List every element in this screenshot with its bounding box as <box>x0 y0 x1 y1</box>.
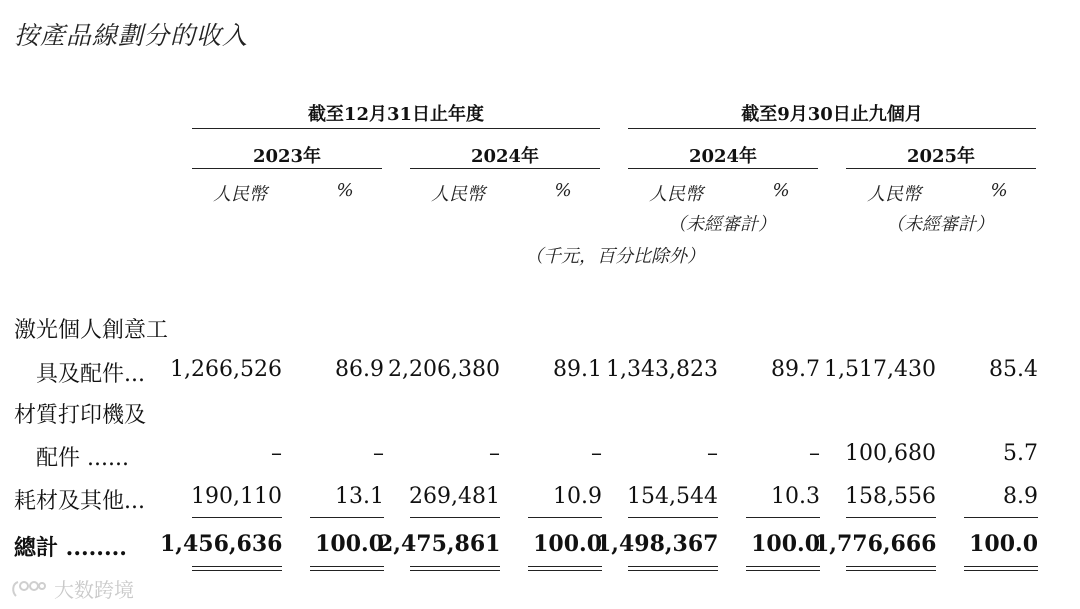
header-year-2024-nine-months-rule <box>628 168 818 169</box>
watermark-logo-icon <box>10 576 50 602</box>
cell-total-2025-pct: 100.0 <box>969 531 1038 557</box>
subheader-unaudited-2025: （未經審計） <box>886 214 994 235</box>
watermark-text: 大数跨境 <box>54 578 134 602</box>
cell-total-2023-rmb: 1,456,636 <box>160 531 283 557</box>
subheader-currency-2023: 人民幣 <box>213 184 267 205</box>
cell-material-2024-rmb: – <box>489 441 500 466</box>
header-year-2024-rule <box>410 168 600 169</box>
page-title: 按產品線劃分的收入 <box>14 21 249 50</box>
cell-laser-2025-rmb: 1,517,430 <box>824 357 936 382</box>
row-label-laser-line2: 具及配件... <box>14 362 145 387</box>
cell-total-2024-pct: 100.0 <box>533 531 602 557</box>
watermark <box>10 574 134 603</box>
subheader-percent-2025: % <box>990 180 1008 201</box>
subheader-unaudited-2024: （未經審計） <box>668 214 776 235</box>
cell-total-2023-pct: 100.0 <box>315 531 384 557</box>
cell-consumables-2024-9m-pct: 10.3 <box>771 484 820 509</box>
row-label-material-line2: 配件 ...... <box>14 446 129 471</box>
total-double-rule-2024-rmb <box>410 566 500 571</box>
header-group-nine-months: 截至9月30日止九個月 <box>741 104 923 125</box>
header-year-2023: 2023年 <box>252 146 322 167</box>
cell-consumables-2025-pct: 8.9 <box>1003 484 1038 509</box>
subtotal-rule-2025-rmb <box>846 517 936 518</box>
total-double-rule-2023-pct <box>310 566 384 571</box>
total-double-rule-2024-9m-pct <box>746 566 820 571</box>
cell-material-2023-pct: – <box>373 441 384 466</box>
header-year-2024-nine-months: 2024年 <box>688 146 758 167</box>
row-label-total: 總計 ........ <box>14 535 127 561</box>
subtotal-rule-2023-rmb <box>192 517 282 518</box>
subtotal-rule-2023-pct <box>310 517 384 518</box>
cell-laser-2024-pct: 89.1 <box>553 357 602 382</box>
cell-laser-2023-pct: 86.9 <box>335 357 384 382</box>
header-group-nine-months-rule <box>628 128 1036 129</box>
header-year-2024: 2024年 <box>470 146 540 167</box>
total-double-rule-2023-rmb <box>192 566 282 571</box>
cell-laser-2025-pct: 85.4 <box>989 357 1038 382</box>
cell-consumables-2025-rmb: 158,556 <box>845 484 936 509</box>
header-group-year-rule <box>192 128 600 129</box>
total-double-rule-2025-pct <box>964 566 1038 571</box>
subtotal-rule-2024-pct <box>528 517 602 518</box>
subtotal-rule-2025-pct <box>964 517 1038 518</box>
row-label-consumables: 耗材及其他... <box>14 489 145 514</box>
subheader-percent-2023: % <box>336 180 354 201</box>
subtotal-rule-2024-rmb <box>410 517 500 518</box>
cell-total-2024-rmb: 2,475,861 <box>378 531 501 557</box>
cell-laser-2023-rmb: 1,266,526 <box>170 357 282 382</box>
cell-material-2024-pct: – <box>591 441 602 466</box>
header-year-2023-rule <box>192 168 382 169</box>
subheader-percent-2024-nine-months: % <box>772 180 790 201</box>
cell-material-2024-9m-pct: – <box>809 441 820 466</box>
cell-material-2025-pct: 5.7 <box>1003 441 1038 466</box>
cell-total-2024-9m-rmb: 1,498,367 <box>596 531 719 557</box>
row-label-material-line1: 材質打印機及 <box>14 403 147 428</box>
cell-consumables-2024-9m-rmb: 154,544 <box>627 484 718 509</box>
total-double-rule-2024-pct <box>528 566 602 571</box>
subtotal-rule-2024-9m-rmb <box>628 517 718 518</box>
total-double-rule-2025-rmb <box>846 566 936 571</box>
cell-material-2023-rmb: – <box>271 441 282 466</box>
cell-total-2025-rmb: 1,776,666 <box>814 531 937 557</box>
subtotal-rule-2024-9m-pct <box>746 517 820 518</box>
cell-laser-2024-rmb: 2,206,380 <box>388 357 500 382</box>
total-double-rule-2024-9m-rmb <box>628 566 718 571</box>
cell-material-2025-rmb: 100,680 <box>845 441 936 466</box>
cell-material-2024-9m-rmb: – <box>707 441 718 466</box>
cell-consumables-2023-rmb: 190,110 <box>191 484 282 509</box>
subheader-percent-2024: % <box>554 180 572 201</box>
header-year-2025: 2025年 <box>906 146 976 167</box>
unit-note: （千元，百分比除外） <box>525 246 705 267</box>
subheader-currency-2024-nine-months: 人民幣 <box>649 184 703 205</box>
cell-consumables-2024-rmb: 269,481 <box>409 484 500 509</box>
subheader-currency-2025: 人民幣 <box>867 184 921 205</box>
header-group-year: 截至12月31日止年度 <box>307 104 485 125</box>
cell-consumables-2024-pct: 10.9 <box>553 484 602 509</box>
cell-laser-2024-9m-pct: 89.7 <box>771 357 820 382</box>
cell-laser-2024-9m-rmb: 1,343,823 <box>606 357 718 382</box>
subheader-currency-2024: 人民幣 <box>431 184 485 205</box>
cell-total-2024-9m-pct: 100.0 <box>751 531 820 557</box>
row-label-laser-line1: 激光個人創意工 <box>14 318 169 343</box>
header-year-2025-rule <box>846 168 1036 169</box>
cell-consumables-2023-pct: 13.1 <box>335 484 384 509</box>
